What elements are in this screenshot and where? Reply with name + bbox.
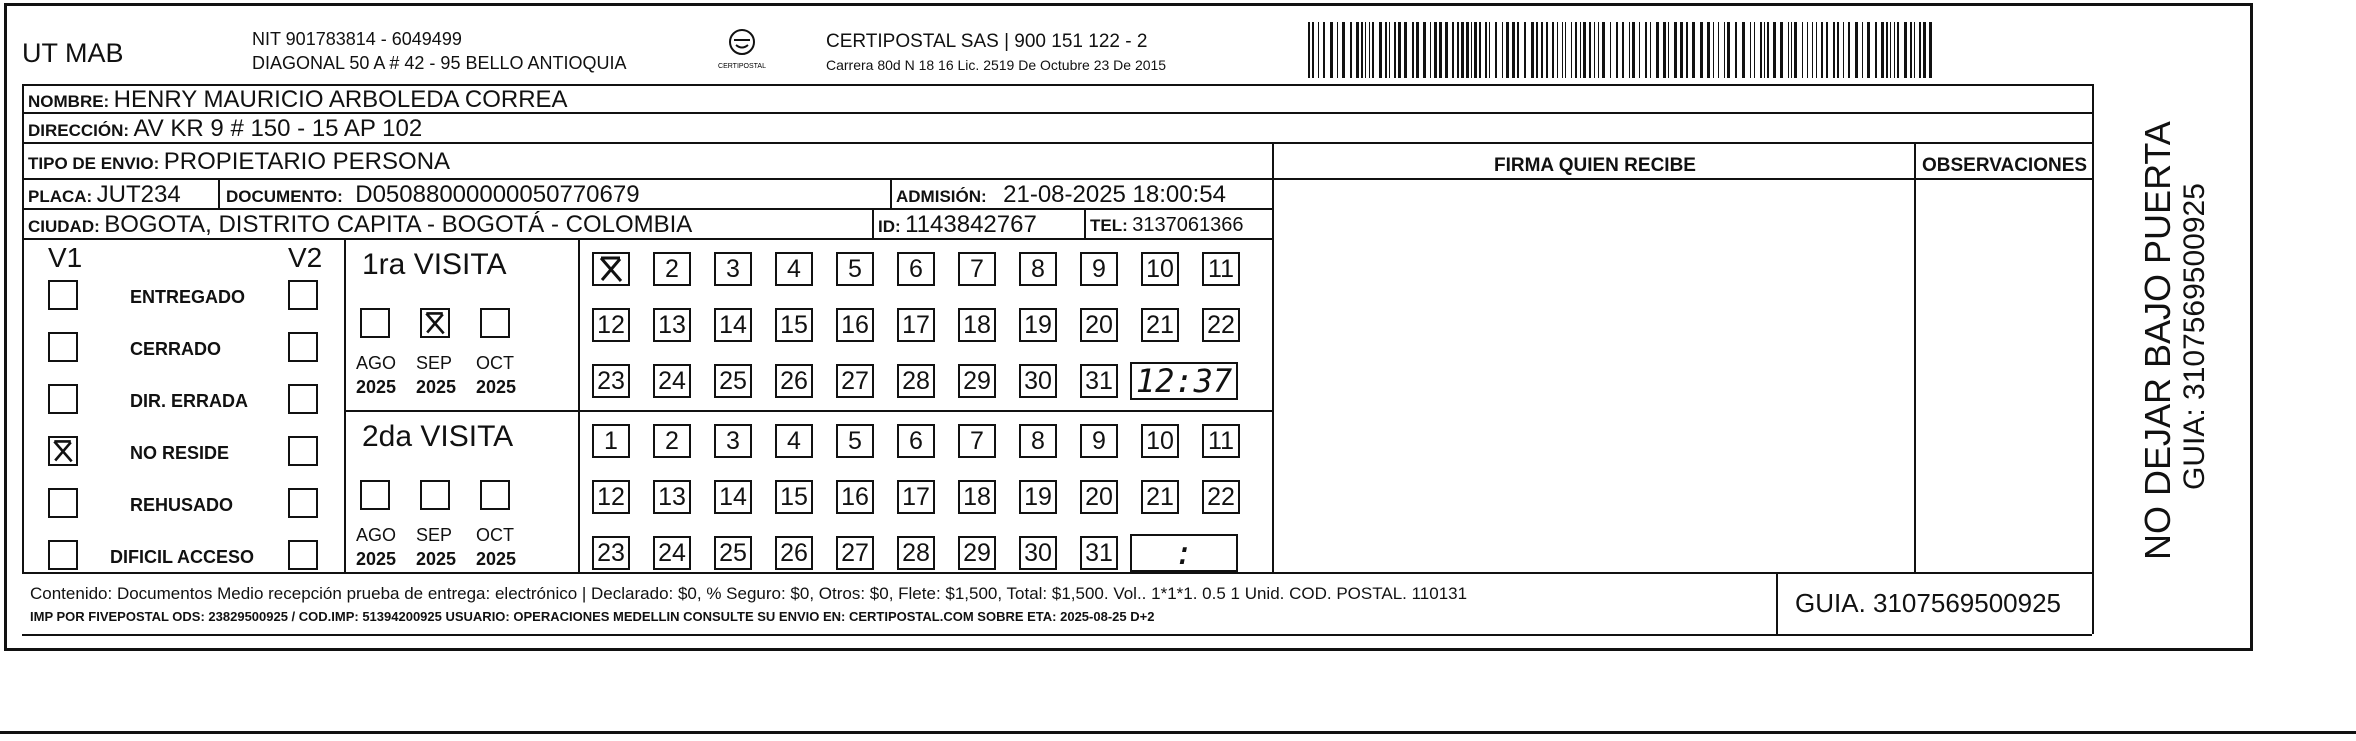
day-box[interactable]: 29 (958, 536, 996, 570)
barcode-bar (1541, 22, 1543, 78)
barcode-bar (1474, 22, 1477, 78)
barcode-bar (1629, 22, 1630, 78)
barcode-bar (1727, 22, 1730, 78)
day-box[interactable]: 25 (714, 364, 752, 398)
address-label: DIRECCIÓN: (28, 121, 130, 140)
x-check-mark (422, 310, 448, 336)
barcode-bar (1692, 22, 1695, 78)
day-box[interactable]: 9 (1080, 424, 1118, 458)
rule (22, 238, 1272, 240)
city-value: BOGOTA, DISTRITO CAPITA - BOGOTÁ - COLOMBIA (104, 211, 693, 238)
barcode-bar (1552, 22, 1554, 78)
barcode-bar (1700, 22, 1703, 78)
status-v1-checkbox[interactable] (48, 540, 78, 570)
barcode-bar (1602, 22, 1605, 78)
month-checkbox[interactable] (480, 308, 510, 338)
barcode-bar (1342, 22, 1345, 78)
month-checkbox[interactable] (480, 480, 510, 510)
day-box[interactable]: 18 (958, 308, 996, 342)
rule (890, 178, 892, 208)
barcode-bar (1780, 22, 1783, 78)
barcode-bar (1318, 22, 1319, 78)
rule (22, 178, 1272, 180)
id-value: 1143842767 (905, 211, 1037, 238)
barcode-bar (1645, 22, 1647, 78)
v1-label: V1 (48, 242, 83, 273)
day-box[interactable]: 8 (1019, 252, 1057, 286)
barcode-bar (1632, 22, 1635, 78)
barcode-bar (1479, 22, 1481, 78)
day-box[interactable]: 17 (897, 308, 935, 342)
barcode-bar (1656, 22, 1659, 78)
day-box[interactable]: 6 (897, 252, 935, 286)
plate-label: PLACA: (28, 187, 93, 206)
barcode-bar (1412, 22, 1414, 78)
rule (578, 238, 580, 572)
day-box[interactable]: 20 (1080, 308, 1118, 342)
barcode-bar (1929, 22, 1932, 78)
status-label: ENTREGADO (130, 287, 246, 307)
month-label: AGO (356, 525, 397, 545)
day-box[interactable]: 22 (1202, 308, 1240, 342)
visit-time[interactable]: : (1130, 534, 1238, 572)
city-label: CIUDAD: (28, 217, 100, 236)
barcode-bar (1372, 22, 1374, 78)
plate-row (28, 183, 181, 207)
barcode-bar (1546, 22, 1548, 78)
day-box[interactable]: 27 (836, 536, 874, 570)
day-box[interactable]: 11 (1202, 252, 1240, 286)
day-box[interactable]: 11 (1202, 424, 1240, 458)
day-box[interactable]: 5 (836, 252, 874, 286)
day-box[interactable]: 2 (653, 424, 691, 458)
day-box[interactable]: 15 (775, 308, 813, 342)
barcode-bar (1471, 22, 1472, 78)
day-box[interactable]: 31 (1080, 536, 1118, 570)
barcode-bar (1489, 22, 1490, 78)
barcode-bar (1323, 22, 1325, 78)
day-box[interactable]: 22 (1202, 480, 1240, 514)
barcode-bar (1580, 22, 1581, 78)
status-label: DIFICIL ACCESO (110, 547, 255, 567)
name-row (28, 88, 568, 112)
svg-text:CERTIPOSTAL: CERTIPOSTAL (718, 63, 766, 70)
day-box[interactable]: 20 (1080, 480, 1118, 514)
barcode-bar (1361, 22, 1363, 78)
month-year: 2025 (416, 549, 457, 569)
status-v2-checkbox[interactable] (288, 280, 318, 310)
rule (1272, 178, 2092, 180)
month-year: 2025 (356, 377, 397, 397)
content-line: Contenido: Documentos Medio recepción prueba de entrega: electrónico | Declarado: $0, % Seguro: $0, Otros: $0, Flete: $1,500, Total: $1,500. Vol.. 1*1*1. 0.5 1 Unid. COD. POSTAL. 110131 (30, 584, 1468, 603)
admission-row (896, 183, 1226, 207)
month-year: 2025 (416, 377, 457, 397)
barcode-bar (1639, 22, 1640, 78)
barcode-bar (1439, 22, 1442, 78)
status-label: NO RESIDE (130, 443, 230, 463)
recipient-name: HENRY MAURICIO ARBOLEDA CORREA (113, 86, 568, 113)
barcode-bar (1452, 22, 1454, 78)
barcode-bar (1875, 22, 1877, 78)
sender-name: UT MAB (22, 38, 124, 68)
barcode-bar (1764, 22, 1765, 78)
barcode-bar (1742, 22, 1745, 78)
barcode-bar (1807, 22, 1808, 78)
barcode-bar (1812, 22, 1813, 78)
day-box[interactable]: 27 (836, 364, 874, 398)
barcode-bar (1833, 22, 1835, 78)
day-box[interactable]: 29 (958, 364, 996, 398)
status-v2-checkbox[interactable] (288, 436, 318, 466)
day-box[interactable]: 26 (775, 536, 813, 570)
day-box[interactable]: 30 (1019, 364, 1057, 398)
day-box[interactable]: 6 (897, 424, 935, 458)
barcode-bar (1862, 22, 1863, 78)
barcode-bar (1312, 22, 1314, 78)
status-v1-checkbox[interactable] (48, 280, 78, 310)
barcode-bar (1404, 22, 1407, 78)
day-box[interactable]: 17 (897, 480, 935, 514)
rule (22, 572, 2092, 574)
barcode-bar (1398, 22, 1401, 78)
barcode-bar (1894, 22, 1895, 78)
barcode-bar (1837, 22, 1839, 78)
barcode-bar (1754, 22, 1755, 78)
type-label: TIPO DE ENVIO: (28, 154, 160, 173)
day-box[interactable]: 8 (1019, 424, 1057, 458)
barcode-bar (1356, 22, 1359, 78)
barcode-bar (1680, 22, 1683, 78)
day-box[interactable]: 13 (653, 308, 691, 342)
barcode-bar (1904, 22, 1907, 78)
barcode-bar (1565, 22, 1566, 78)
status-v2-checkbox[interactable] (288, 488, 318, 518)
day-box[interactable]: 2 (653, 252, 691, 286)
day-box[interactable]: 7 (958, 252, 996, 286)
barcode-bar (1663, 22, 1666, 78)
rule (1084, 208, 1086, 238)
id-row (878, 213, 1037, 237)
id-label: ID: (878, 217, 901, 236)
day-box[interactable]: 25 (714, 536, 752, 570)
day-box[interactable]: 12 (592, 480, 630, 514)
barcode-bar (1713, 22, 1714, 78)
day-box[interactable]: 5 (836, 424, 874, 458)
barcode-bar (1524, 22, 1526, 78)
sender-nit: NIT 901783814 - 6049499 (252, 29, 462, 49)
barcode-bar (1337, 22, 1338, 78)
plate-value: JUT234 (96, 181, 181, 208)
day-box[interactable]: 21 (1141, 480, 1179, 514)
barcode-bar (1466, 22, 1469, 78)
barcode-bar (1897, 22, 1899, 78)
day-box[interactable]: 4 (775, 252, 813, 286)
sender-address: DIAGONAL 50 A # 42 - 95 BELLO ANTIOQUIA (252, 53, 627, 73)
barcode-bar (1794, 22, 1797, 78)
barcode-bar (1735, 22, 1737, 78)
status-v2-checkbox[interactable] (288, 540, 318, 570)
month-label: AGO (356, 353, 397, 373)
tel-label: TEL: (1090, 216, 1128, 235)
barcode-bar (1848, 22, 1850, 78)
day-box[interactable]: 18 (958, 480, 996, 514)
barcode-bar (1616, 22, 1618, 78)
day-box[interactable]: 14 (714, 480, 752, 514)
v2-label: V2 (288, 242, 323, 273)
month-label: OCT (476, 353, 514, 373)
day-box[interactable]: 1 (592, 424, 630, 458)
day-box[interactable]: 7 (958, 424, 996, 458)
rule (344, 410, 1272, 412)
barcode-bar (1557, 22, 1558, 78)
day-box[interactable]: 21 (1141, 308, 1179, 342)
barcode-bar (1495, 22, 1497, 78)
rule (1776, 572, 1778, 634)
barcode-bar (1707, 22, 1710, 78)
barcode-bar (1531, 22, 1534, 78)
observations-label: OBSERVACIONES (1922, 155, 2088, 176)
barcode-bar (1773, 22, 1776, 78)
barcode-bar (1788, 22, 1789, 78)
shipment-type: PROPIETARIO PERSONA (163, 148, 451, 175)
barcode-bar (1369, 22, 1370, 78)
barcode-bar (1430, 22, 1431, 78)
imp-line: IMP POR FIVEPOSTAL ODS: 23829500925 / COD.IMP: 51394200925 USUARIO: OPERACIONES MEDELLIN CONSULTE SU ENVIO EN: CERTIPOSTAL.COM SOBRE ETA: 2025-08-25 D+2 (30, 609, 1155, 624)
day-box[interactable] (592, 252, 630, 286)
barcode-bar (1910, 22, 1912, 78)
x-check-mark (594, 254, 628, 284)
barcode-bar (1562, 22, 1563, 78)
day-box[interactable]: 23 (592, 536, 630, 570)
barcode-bar (1583, 22, 1586, 78)
document-row (226, 183, 640, 207)
barcode-bar (1816, 22, 1817, 78)
day-box[interactable]: 4 (775, 424, 813, 458)
day-box[interactable]: 16 (836, 480, 874, 514)
barcode-bar (1423, 22, 1426, 78)
company-license: Carrera 80d N 18 16 Lic. 2519 De Octubre 23 De 2015 (826, 57, 1167, 73)
rule (218, 178, 220, 208)
month-checkbox[interactable] (420, 480, 450, 510)
day-box[interactable]: 9 (1080, 252, 1118, 286)
barcode-bar (1718, 22, 1719, 78)
day-box[interactable]: 12 (592, 308, 630, 342)
barcode-bar (1674, 22, 1677, 78)
visit-title: 1ra VISITA (362, 248, 507, 281)
day-box[interactable]: 28 (897, 364, 935, 398)
status-v1-checkbox[interactable] (48, 488, 78, 518)
barcode-bar (1571, 22, 1572, 78)
day-box[interactable]: 26 (775, 364, 813, 398)
day-box[interactable]: 23 (592, 364, 630, 398)
barcode-bar (1686, 22, 1688, 78)
month-checkbox[interactable] (420, 308, 450, 338)
day-box[interactable]: 24 (653, 364, 691, 398)
status-label: CERRADO (130, 339, 222, 359)
barcode-bar (1416, 22, 1419, 78)
document-label: DOCUMENTO: (226, 187, 343, 206)
rule (344, 238, 346, 572)
barcode-bar (1445, 22, 1448, 78)
barcode-bar (1506, 22, 1509, 78)
type-row (28, 150, 450, 174)
barcode-bar (1575, 22, 1577, 78)
day-box[interactable]: 15 (775, 480, 813, 514)
rule (22, 142, 2092, 144)
bottom-rule (0, 731, 2356, 734)
barcode-bar (1457, 22, 1459, 78)
barcode-bar (1914, 22, 1915, 78)
day-box[interactable]: 19 (1019, 480, 1057, 514)
rule (1272, 142, 1274, 572)
barcode-bar (1485, 22, 1487, 78)
month-label: OCT (476, 525, 514, 545)
status-v1-checkbox[interactable] (48, 332, 78, 362)
day-box[interactable]: 24 (653, 536, 691, 570)
tel-row (1090, 215, 1243, 235)
day-box[interactable]: 13 (653, 480, 691, 514)
month-label: SEP (416, 525, 453, 545)
barcode-bar (1919, 22, 1921, 78)
barcode-bar (1350, 22, 1352, 78)
barcode-bar (1517, 22, 1519, 78)
status-label: REHUSADO (130, 495, 234, 515)
status-v1-checkbox[interactable] (48, 384, 78, 414)
status-v2-checkbox[interactable] (288, 332, 318, 362)
barcode-bar (1923, 22, 1926, 78)
barcode-bar (1536, 22, 1538, 78)
barcode-bar (1594, 22, 1595, 78)
barcode-bar (1365, 22, 1366, 78)
receiver-signature-label: FIRMA QUIEN RECIBE (1494, 155, 1696, 176)
barcode-bar (1379, 22, 1382, 78)
barcode-bar (1598, 22, 1599, 78)
barcode-bar (1760, 22, 1762, 78)
rule (2092, 84, 2094, 634)
day-box[interactable]: 28 (897, 536, 935, 570)
guia-box: GUIA. 3107569500925 (1795, 588, 2061, 618)
barcode-bar (1867, 22, 1870, 78)
barcode-bar (1881, 22, 1884, 78)
barcode-bar (1461, 22, 1464, 78)
rule (1914, 142, 1916, 572)
barcode-bar (1308, 22, 1310, 78)
status-v1-checkbox[interactable] (48, 436, 78, 466)
visit-title: 2da VISITA (362, 420, 514, 453)
barcode-bar (1767, 22, 1769, 78)
rule (22, 84, 24, 574)
side-guia: GUIA: 3107569500925 (2178, 183, 2211, 490)
barcode (1306, 22, 1934, 78)
tel-value: 3137061366 (1132, 214, 1244, 236)
barcode-bar (1385, 22, 1387, 78)
barcode-bar (1434, 22, 1437, 78)
barcode-bar (1791, 22, 1792, 78)
company-line: CERTIPOSTAL SAS | 900 151 122 - 2 (826, 31, 1148, 52)
status-label: DIR. ERRADA (130, 391, 249, 411)
barcode-bar (1750, 22, 1751, 78)
day-box[interactable]: 19 (1019, 308, 1057, 342)
barcode-bar (1821, 22, 1823, 78)
day-box[interactable]: 16 (836, 308, 874, 342)
barcode-bar (1502, 22, 1503, 78)
document-value: D05088000000050770679 (355, 181, 640, 208)
barcode-bar (1802, 22, 1803, 78)
x-check-mark (50, 438, 76, 464)
barcode-bar (1724, 22, 1725, 78)
address-row (28, 117, 422, 141)
rule (22, 634, 2092, 636)
month-label: SEP (416, 353, 453, 373)
day-box[interactable]: 10 (1141, 252, 1179, 286)
barcode-bar (1843, 22, 1844, 78)
barcode-bar (1394, 22, 1396, 78)
barcode-bar (1855, 22, 1858, 78)
day-box[interactable]: 31 (1080, 364, 1118, 398)
barcode-bar (1512, 22, 1515, 78)
barcode-bar (1886, 22, 1888, 78)
month-year: 2025 (476, 377, 517, 397)
city-row (28, 213, 692, 237)
month-year: 2025 (356, 549, 397, 569)
barcode-bar (1826, 22, 1828, 78)
day-box[interactable]: 3 (714, 424, 752, 458)
admission-label: ADMISIÓN: (896, 187, 987, 206)
visit-time[interactable]: 12:37 (1130, 362, 1238, 400)
status-v2-checkbox[interactable] (288, 384, 318, 414)
admission-value: 21-08-2025 18:00:54 (1003, 181, 1226, 208)
barcode-bar (1668, 22, 1669, 78)
day-box[interactable]: 14 (714, 308, 752, 342)
no-dejar-bajo-puerta: NO DEJAR BAJO PUERTA (2137, 121, 2178, 560)
month-checkbox[interactable] (360, 308, 390, 338)
barcode-bar (1890, 22, 1891, 78)
day-box[interactable]: 30 (1019, 536, 1057, 570)
barcode-bar (1622, 22, 1624, 78)
barcode-bar (1610, 22, 1611, 78)
rule (872, 208, 874, 238)
certipostal-logo (718, 26, 766, 72)
barcode-bar (1650, 22, 1651, 78)
month-checkbox[interactable] (360, 480, 390, 510)
day-box[interactable]: 10 (1141, 424, 1179, 458)
day-box[interactable]: 3 (714, 252, 752, 286)
name-label: NOMBRE: (28, 92, 110, 111)
barcode-bar (1389, 22, 1390, 78)
recipient-address: AV KR 9 # 150 - 15 AP 102 (133, 115, 423, 142)
barcode-bar (1589, 22, 1591, 78)
barcode-bar (1330, 22, 1333, 78)
month-year: 2025 (476, 549, 517, 569)
